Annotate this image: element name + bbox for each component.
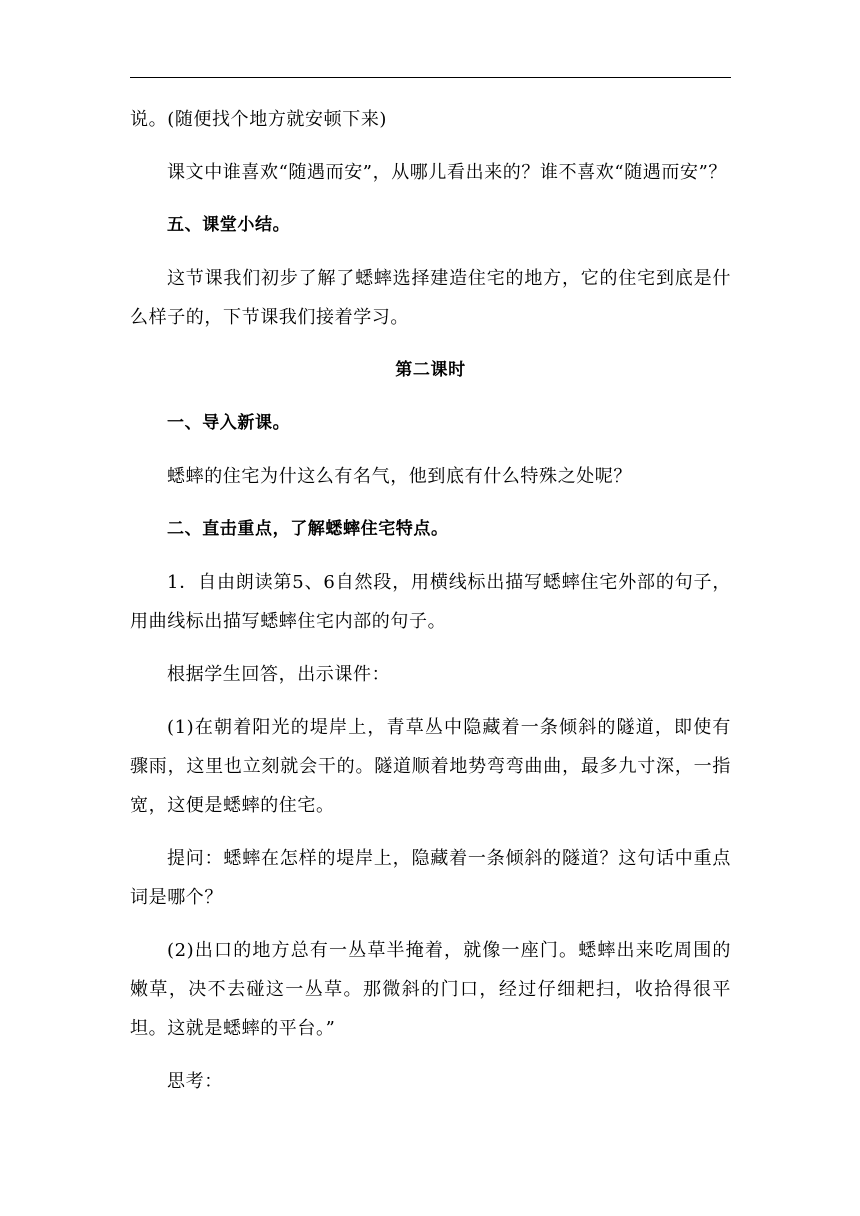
section-heading-summary: 五、课堂小结。	[167, 215, 291, 235]
paragraph-summary: 这节课我们初步了解了蟋蟀选择建造住宅的地方，它的住宅到底是什么样子的，下节课我们接着学习。	[130, 268, 731, 328]
lesson-title: 第二课时	[395, 360, 466, 380]
paragraph-reading-task: 1．自由朗读第5、6自然段，用横线标出描写蟋蟀住宅外部的句子，用曲线标出描写蟋蟀住宅内部的句子。	[130, 572, 731, 632]
paragraph-show-slides: 根据学生回答，出示课件：	[167, 664, 391, 685]
paragraph-quote-2: (2)出口的地方总有一丛草半掩着，就像一座门。蟋蟀出来吃周围的嫩草，决不去碰这一丛草。那微斜的门口，经过仔细耙扫，收拾得很平坦。这就是蟋蟀的平台。”	[130, 940, 731, 1039]
paragraph-question-suiyuer-an: 课文中谁喜欢“随遇而安”，从哪儿看出来的？谁不喜欢“随遇而安”？	[167, 162, 728, 183]
paragraph-continued-answer: 说。(随便找个地方就安顿下来)	[130, 109, 388, 130]
document-body	[130, 100, 731, 1115]
paragraph-question-1: 提问：蟋蟀在怎样的堤岸上，隐藏着一条倾斜的隧道？这句话中重点词是哪个？	[130, 848, 731, 908]
section-heading-key-points: 二、直击重点，了解蟋蟀住宅特点。	[167, 519, 449, 539]
header-rule	[130, 77, 731, 78]
section-heading-intro: 一、导入新课。	[167, 413, 291, 433]
paragraph-think: 思考：	[167, 1071, 223, 1092]
paragraph-quote-1: (1)在朝着阳光的堤岸上，青草丛中隐藏着一条倾斜的隧道，即使有骤雨，这里也立刻就会干的。隧道顺着地势弯弯曲曲，最多九寸深，一指宽，这便是蟋蟀的住宅。	[130, 717, 731, 816]
paragraph-intro-question: 蟋蟀的住宅为什这么有名气，他到底有什么特殊之处呢？	[167, 466, 632, 487]
